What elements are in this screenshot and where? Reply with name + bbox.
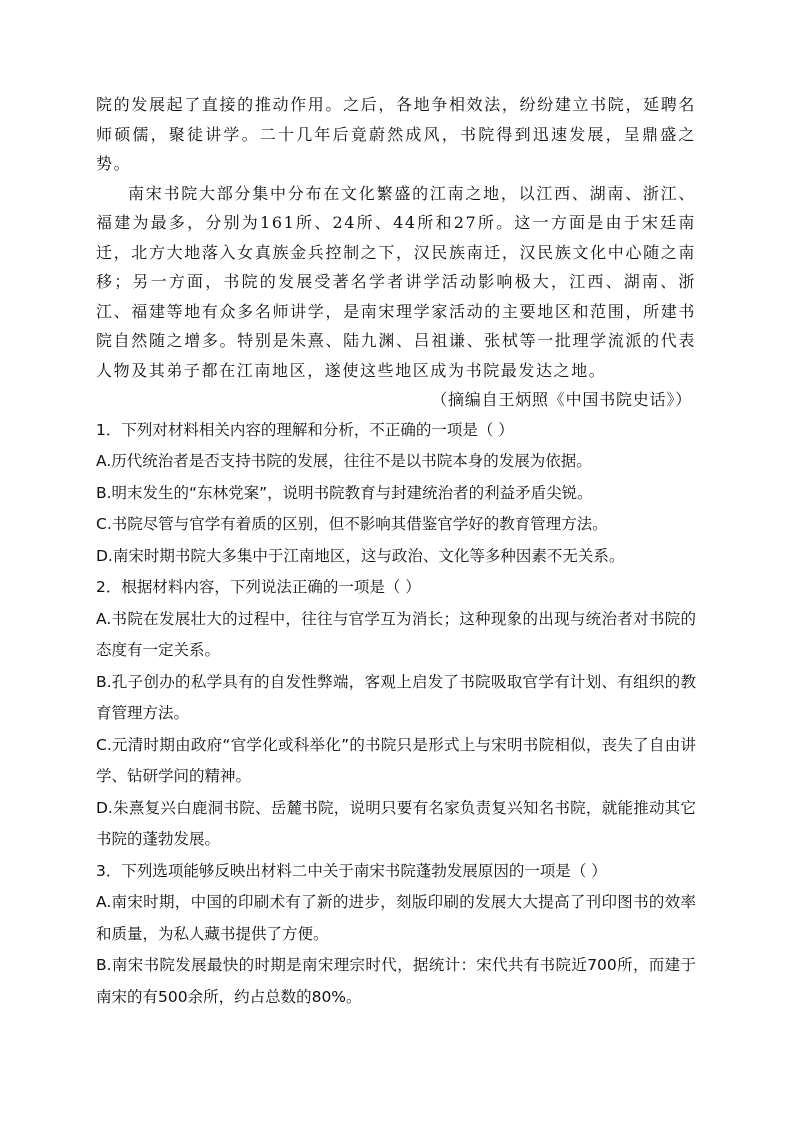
question-stem: 1．下列对材料相关内容的理解和分析，不正确的一项是（ ） <box>96 420 514 439</box>
option-b: B.明末发生的“东林党案”，说明书院教育与封建统治者的利益矛盾尖锐。 <box>96 483 593 502</box>
passage-paragraph-1: 院的发展起了直接的推动作用。之后，各地争相效法，纷纷建立书院，延聘名师硕儒，聚徒讲学。二十几年后竟蔚然成风，书院得到迅速发展，呈鼎盛之势。 <box>96 95 696 173</box>
option-c: C.元清时期由政府“官学化或科举化”的书院只是形式上与宋明书院相似，丧失了自由讲学、钻研学问的精神。 <box>96 735 696 785</box>
question-3 <box>96 856 696 1014</box>
question-2 <box>96 572 696 856</box>
passage-paragraph-2: 南宋书院大部分集中分布在文化繁盛的江南之地，以江西、湖南、浙江、福建为最多，分别为161所、24所、44所和27所。这一方面是由于宋廷南迁，北方大地落入女真族金兵控制之下，汉民族南迁，汉民族文化中心随之南移；另一方面，书院的发展受著名学者讲学活动影响极大，江西、湖南、浙江、福建等地有众多名师讲学，是南宋理学家活动的主要地区和范围，所建书院自然随之增多。特别是朱熹、陆九渊、吕祖谦、张栻等一批理学流派的代表人物及其弟子都在江南地区，遂使这些地区成为书院最发达之地。 <box>96 183 696 380</box>
option-d: D.南宋时期书院大多集中于江南地区，这与政治、文化等多种因素不无关系。 <box>96 546 625 565</box>
option-c: C.书院尽管与官学有着质的区别，但不影响其借鉴官学好的教育管理方法。 <box>96 515 608 533</box>
document-page <box>96 90 696 1013</box>
option-b: B.南宋书院发展最快的时期是南宋理宗时代，据统计：宋代共有书院近700所，而建于南宋的有500余所，约占总数的80%。 <box>96 956 696 1006</box>
option-d: D.朱熹复兴白鹿洞书院、岳麓书院，说明只要有名家负责复兴知名书院，就能推动其它书院的蓬勃发展。 <box>96 798 696 848</box>
question-1 <box>96 415 696 573</box>
question-stem: 3．下列选项能够反映出材料二中关于南宋书院蓬勃发展原因的一项是（ ） <box>96 861 607 880</box>
option-a: A.书院在发展壮大的过程中，往往与官学互为消长；这种现象的出现与统治者对书院的态度有一定关系。 <box>96 609 696 659</box>
question-stem: 2．根据材料内容，下列说法正确的一项是（ ） <box>96 578 421 596</box>
option-b: B.孔子创办的私学具有的自发性弊端，客观上启发了书院吸取官学有计划、有组织的教育管理方法。 <box>96 672 696 722</box>
option-a: A.历代统治者是否支持书院的发展，往往不是以书院本身的发展为依据。 <box>96 452 592 470</box>
option-a: A.南宋时期，中国的印刷术有了新的进步，刻版印刷的发展大大提高了刊印图书的效率和质量，为私人藏书提供了方便。 <box>96 893 696 943</box>
passage-source-citation: （摘编自王炳照《中国书院史话》） <box>431 390 692 409</box>
